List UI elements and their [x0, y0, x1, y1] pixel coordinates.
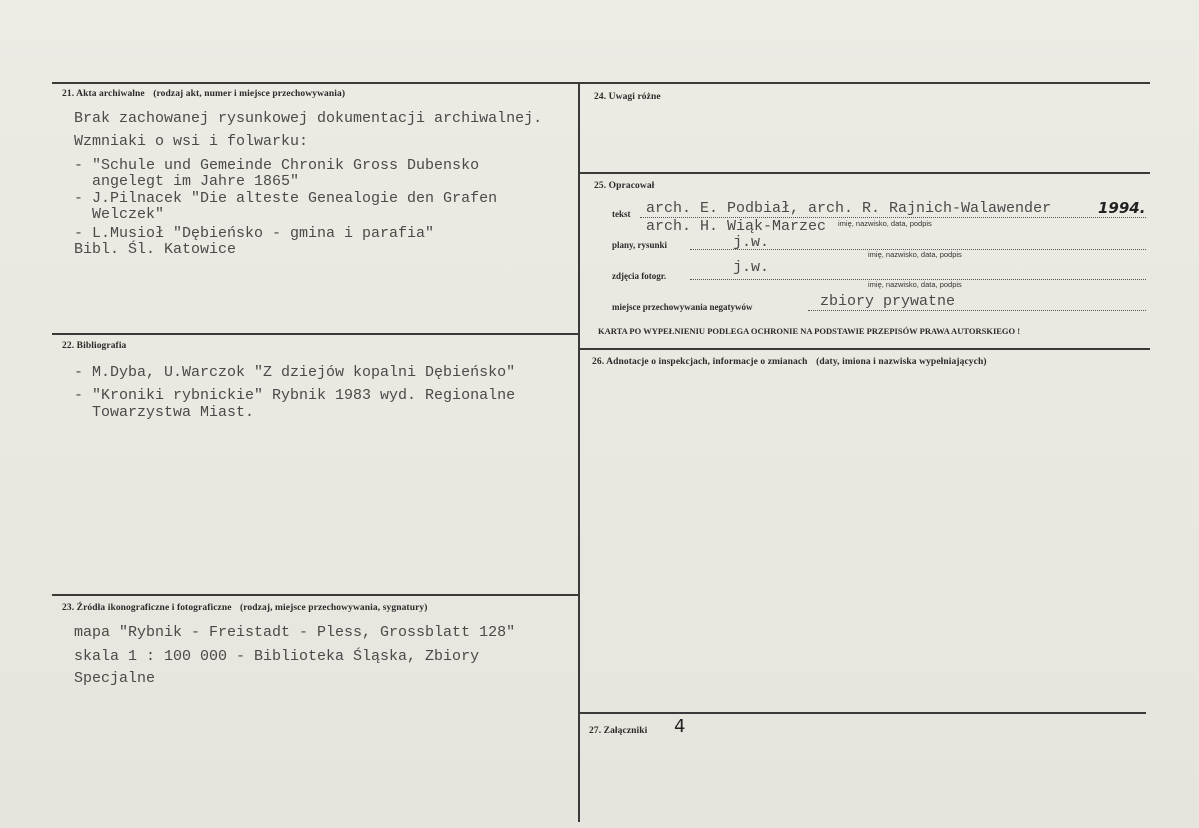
zdjecia-caption: imię, nazwisko, data, podpis	[868, 280, 962, 289]
rule-24-25	[578, 172, 1150, 174]
miejsce-dotted-line	[808, 310, 1146, 311]
top-rule	[52, 82, 1150, 84]
section-26-heading	[592, 357, 987, 367]
s21-line: - "Schule und Gemeinde Chronik Gross Dubensko	[74, 157, 480, 174]
section-27-label: 27. Załączniki	[589, 726, 648, 736]
attachments-handwritten: 4	[674, 716, 686, 737]
section-21-sub: (rodzaj akt, numer i miejsce przechowywania)	[153, 89, 346, 99]
section-21-heading	[62, 89, 345, 99]
s21-line: Wzmniaki o wsi i folwarku:	[74, 133, 309, 150]
year-handwritten: 1994.	[1098, 199, 1146, 217]
s21-line: Bibl. Śl. Katowice	[74, 241, 237, 258]
section-21-label: 21. Akta archiwalne	[62, 89, 145, 99]
miejsce-value: zbiory prywatne	[820, 293, 956, 310]
section-22-label: 22. Bibliografia	[62, 341, 127, 351]
s22-line: Towarzystwa Miast.	[74, 404, 255, 421]
section-23-label: 23. Źródła ikonograficzne i fotograficzne	[62, 603, 232, 613]
s22-line: - "Kroniki rybnickie" Rybnik 1983 wyd. Regionalne	[74, 387, 516, 404]
rule-21-22	[52, 333, 578, 335]
s21-line: angelegt im Jahre 1865"	[74, 173, 300, 190]
section-24-label: 24. Uwagi różne	[594, 92, 661, 102]
s22-line: - M.Dyba, U.Warczok "Z dziejów kopalni Dębieńsko"	[74, 364, 516, 381]
section-26-sub: (daty, imiona i nazwiska wypełniających)	[816, 357, 987, 367]
tekst-caption: imię, nazwisko, data, podpis	[838, 219, 932, 228]
copyright-notice: KARTA PO WYPEŁNIENIU PODLEGA OCHRONIE NA PODSTAWIE PRZEPISÓW PRAWA AUTORSKIEGO !	[598, 326, 1021, 336]
zdjecia-label: zdjęcia fotogr.	[612, 271, 667, 281]
s21-line: Brak zachowanej rysunkowej dokumentacji archiwalnej.	[74, 110, 543, 127]
miejsce-label: miejsce przechowywania negatywów	[612, 302, 753, 312]
section-23-sub: (rodzaj, miejsce przechowywania, sygnatury)	[240, 603, 428, 613]
s23-line: mapa "Rybnik - Freistadt - Pless, Grossblatt 128"	[74, 624, 516, 641]
rule-25-26	[578, 348, 1150, 350]
section-26-label: 26. Adnotacje o inspekcjach, informacje o zmianach	[592, 357, 808, 367]
rule-26-27	[578, 712, 1146, 714]
plany-caption: imię, nazwisko, data, podpis	[868, 250, 962, 259]
section-25-label: 25. Opracował	[594, 181, 655, 191]
s21-line: Welczek"	[74, 206, 165, 223]
zdjecia-value: j.w.	[733, 259, 770, 276]
tekst-line-2: arch. H. Wiąk-Marzec	[646, 218, 827, 235]
s23-line: Specjalne	[74, 670, 156, 687]
center-divider	[578, 82, 580, 822]
s23-line: skala 1 : 100 000 - Biblioteka Śląska, Zbiory	[74, 648, 480, 665]
section-23-heading	[62, 603, 428, 613]
plany-value: j.w.	[733, 234, 770, 251]
s21-line: - L.Musioł "Dębieńsko - gmina i parafia"	[74, 225, 435, 242]
rule-22-23	[52, 594, 578, 596]
s21-line: - J.Pilnacek "Die alteste Genealogie den Grafen	[74, 190, 498, 207]
tekst-label: tekst	[612, 209, 631, 219]
plany-label: plany, rysunki	[612, 240, 668, 250]
tekst-line-1: arch. E. Podbiał, arch. R. Rajnich-Walawender	[646, 200, 1052, 217]
